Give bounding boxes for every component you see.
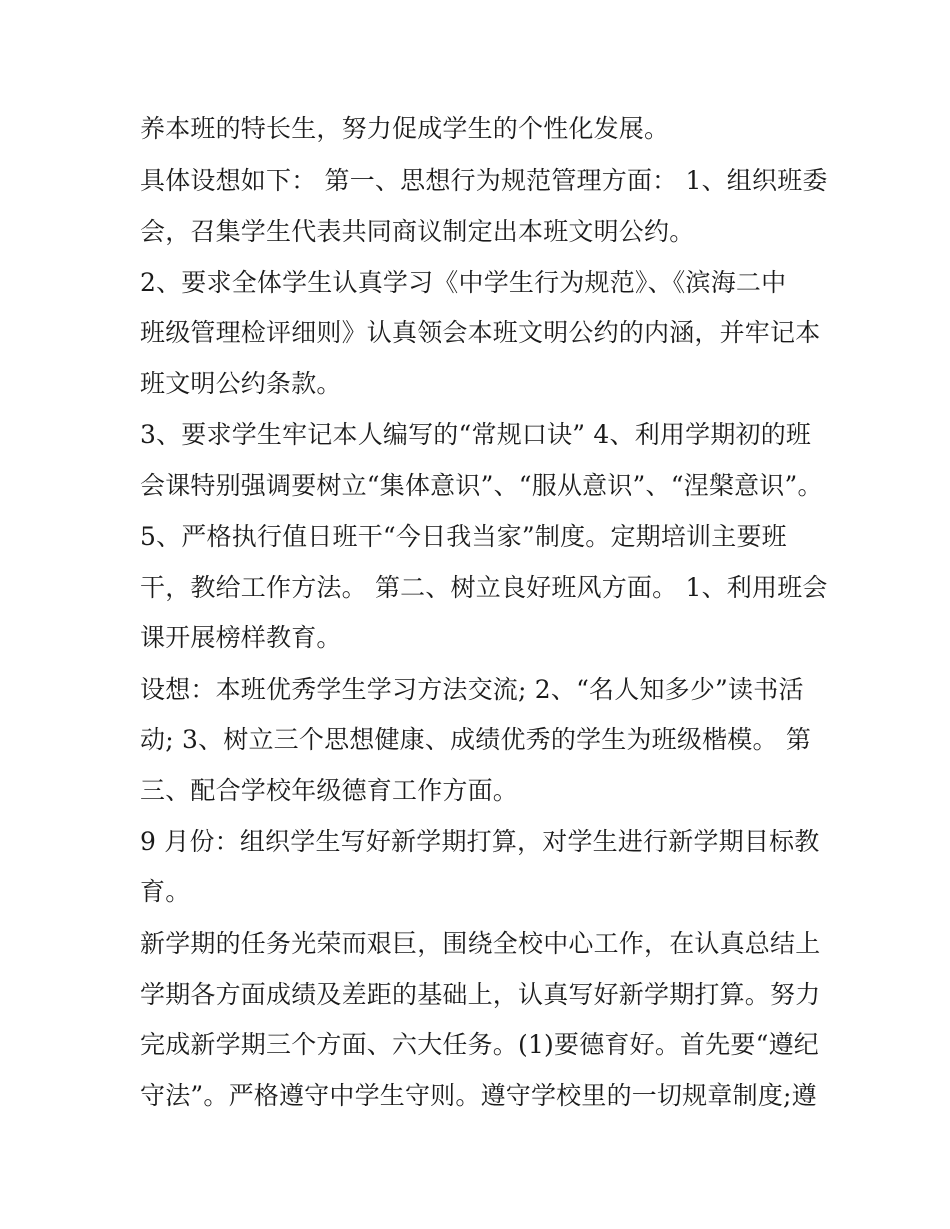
text-line: 学期各方面成绩及差距的基础上，认真写好新学期打算。努力 bbox=[140, 980, 821, 1009]
text-line: 完成新学期三个方面、六大任务。(1)要德育好。首先要“遵纪 bbox=[140, 1030, 819, 1059]
text-line: 班文明公约条款。 bbox=[140, 369, 342, 398]
text-line: 2、要求全体学生认真学习《中学生行为规范》、《滨海二中 bbox=[140, 268, 787, 297]
text-line: 3、要求学生牢记本人编写的“常规口诀” 4、利用学期初的班 bbox=[140, 420, 812, 449]
text-line: 动; 3、树立三个思想健康、成绩优秀的学生为班级楷模。 第 bbox=[140, 725, 812, 754]
text-line: 会课特别强调要树立“集体意识”、“服从意识”、“涅槃意识”。 bbox=[140, 471, 823, 500]
text-line: 育。 bbox=[140, 877, 191, 906]
text-line: 守法”。严格遵守中学生守则。遵守学校里的一切规章制度;遵 bbox=[140, 1081, 817, 1110]
text-line: 设想：本班优秀学生学习方法交流; 2、“名人知多少”读书活 bbox=[140, 675, 804, 704]
text-line: 干，教给工作方法。 第二、树立良好班风方面。 1、利用班会 bbox=[140, 573, 828, 602]
text-line: 三、配合学校年级德育工作方面。 bbox=[140, 776, 519, 805]
text-line: 养本班的特长生，努力促成学生的个性化发展。 bbox=[140, 114, 670, 143]
text-line: 班级管理检评细则》认真领会本班文明公约的内涵，并牢记本 bbox=[140, 318, 821, 347]
text-line: 课开展榜样教育。 bbox=[140, 623, 342, 652]
text-line: 会，召集学生代表共同商议制定出本班文明公约。 bbox=[140, 217, 695, 246]
text-line: 具体设想如下： 第一、思想行为规范管理方面： 1、组织班委 bbox=[140, 166, 828, 195]
text-line: 5、严格执行值日班干“今日我当家”制度。定期培训主要班 bbox=[140, 522, 787, 551]
text-line: 新学期的任务光荣而艰巨，围绕全校中心工作，在认真总结上 bbox=[140, 929, 821, 958]
text-line: 9 月份：组织学生写好新学期打算，对学生进行新学期目标教 bbox=[140, 827, 820, 856]
